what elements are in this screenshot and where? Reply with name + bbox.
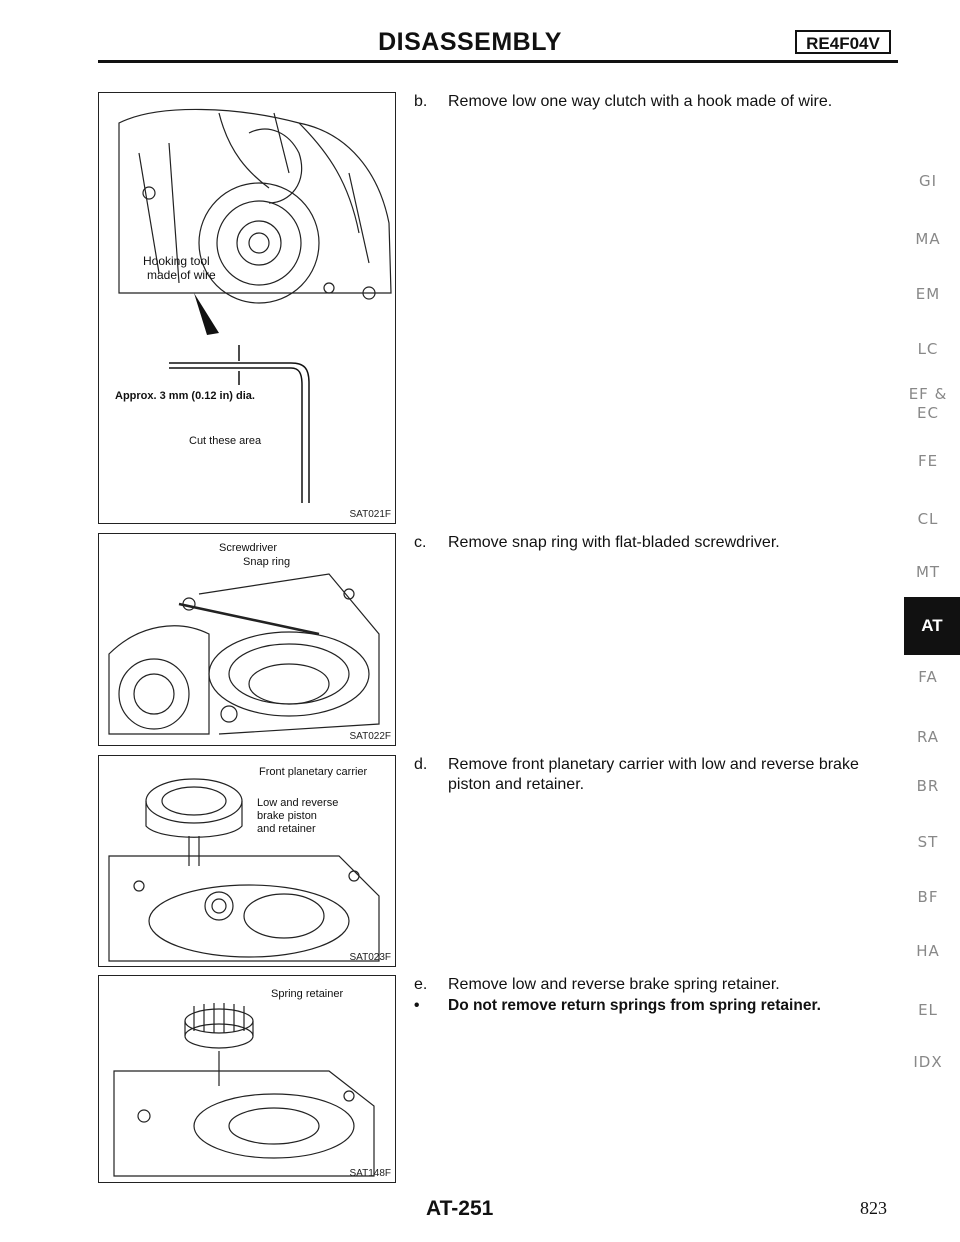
figure-front-planetary	[98, 755, 396, 967]
page-index: 823	[860, 1198, 887, 1218]
step-text-line2: piston and retainer.	[448, 776, 585, 793]
bullet-icon: •	[414, 997, 420, 1014]
step-letter: d.	[414, 756, 428, 773]
sidebar-item-bf[interactable]: BF	[917, 888, 939, 906]
sidebar-item-cl[interactable]: CL	[917, 510, 939, 528]
callout-low-reverse-2: brake piston	[257, 810, 317, 822]
sidebar-item-idx[interactable]: IDX	[913, 1053, 943, 1071]
hook-tool-illustration	[99, 93, 396, 524]
page-number: AT-251	[426, 1197, 494, 1220]
sidebar-item-fe[interactable]: FE	[917, 452, 939, 470]
warning-note	[414, 996, 821, 1016]
sidebar-item-ha[interactable]: HA	[916, 942, 940, 960]
sidebar-item-ec[interactable]: EC	[917, 404, 939, 422]
callout-snap-ring: Snap ring	[243, 556, 291, 568]
callout-screwdriver: Screwdriver	[219, 542, 278, 554]
spring-retainer-illustration	[99, 976, 396, 1183]
warning-text: Do not remove return springs from spring retainer.	[448, 997, 821, 1014]
step-text-line1: Remove front planetary carrier with low and reverse brake	[448, 756, 859, 773]
header-rule	[98, 60, 898, 63]
step-letter: c.	[414, 534, 427, 551]
sidebar-item-mt[interactable]: MT	[915, 563, 941, 581]
step-text: Remove low and reverse brake spring retainer.	[448, 976, 780, 993]
sidebar-item-fa[interactable]: FA	[918, 668, 938, 686]
step-b	[414, 92, 904, 112]
step-e	[414, 975, 904, 995]
step-text: Remove low one way clutch with a hook made of wire.	[448, 93, 833, 110]
sidebar-item-at-active[interactable]: AT	[904, 597, 960, 655]
sidebar-item-st[interactable]: ST	[917, 833, 939, 851]
model-badge: RE4F04V	[795, 30, 891, 54]
callout-low-reverse-1: Low and reverse	[257, 797, 339, 809]
callout-front-planetary-carrier: Front planetary carrier	[259, 766, 368, 778]
step-c	[414, 533, 904, 553]
figure-code: SAT148F	[349, 1168, 391, 1179]
step-letter: b.	[414, 93, 428, 110]
figure-code: SAT021F	[349, 509, 391, 520]
sidebar-item-gi[interactable]: GI	[918, 172, 938, 190]
callout-cut-area: Cut these area	[189, 435, 262, 447]
sidebar-item-ma[interactable]: MA	[915, 230, 941, 248]
page-title: DISASSEMBLY	[378, 28, 562, 56]
callout-spring-retainer: Spring retainer	[271, 988, 344, 1000]
step-text: Remove snap ring with flat-bladed screwdriver.	[448, 534, 780, 551]
callout-hooking-tool: Hooking tool	[143, 254, 210, 268]
callout-made-of-wire: made of wire	[147, 268, 216, 282]
figure-code: SAT023F	[349, 952, 391, 963]
figure-snap-ring	[98, 533, 396, 746]
sidebar-item-br[interactable]: BR	[916, 777, 940, 795]
figure-code: SAT022F	[349, 731, 391, 742]
figure-spring-retainer	[98, 975, 396, 1183]
sidebar-item-em[interactable]: EM	[915, 285, 941, 303]
callout-diameter: Approx. 3 mm (0.12 in) dia.	[115, 390, 255, 402]
sidebar-item-lc[interactable]: LC	[917, 340, 939, 358]
front-planetary-illustration	[99, 756, 396, 967]
step-d	[414, 755, 904, 795]
sidebar-item-el[interactable]: EL	[918, 1001, 938, 1019]
sidebar-item-ef[interactable]: EF &	[908, 385, 948, 403]
callout-low-reverse-3: and retainer	[257, 823, 316, 835]
figure-hook-tool	[98, 92, 396, 524]
sidebar-item-ra[interactable]: RA	[916, 728, 940, 746]
step-letter: e.	[414, 976, 428, 993]
